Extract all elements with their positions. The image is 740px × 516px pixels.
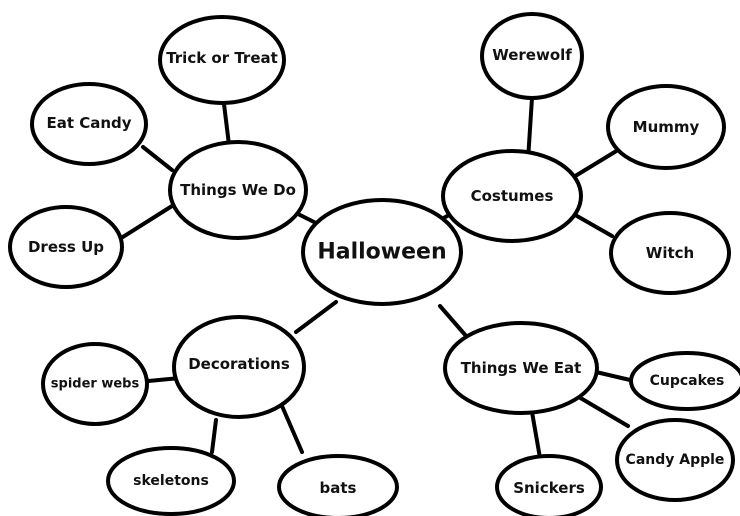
branch-costumes: [443, 151, 581, 241]
connector-mummy: [572, 150, 618, 178]
leaf-label: Candy Apple: [625, 452, 725, 468]
connector-snickers: [532, 412, 540, 458]
center-label: Halloween: [317, 239, 447, 265]
leaf-label: Snickers: [513, 479, 585, 497]
leaf-skeletons: [108, 448, 234, 514]
leaf-label: Dress Up: [27, 238, 105, 256]
branch-label: Costumes: [470, 187, 554, 205]
leaf-label: Witch: [645, 244, 695, 262]
connector-eat-candy: [143, 147, 172, 170]
leaf-dress-up: [10, 207, 122, 287]
leaf-werewolf: [482, 14, 582, 98]
leaf-label: spider webs: [50, 376, 140, 392]
connector-skeletons: [212, 420, 216, 452]
leaf-bats: [279, 456, 397, 516]
leaf-label: Trick or Treat: [166, 49, 278, 67]
leaf-snickers: [497, 456, 601, 516]
branch-label: Things We Do: [180, 181, 296, 199]
branch-things-we-do: [170, 142, 306, 238]
branch-decorations: [174, 317, 304, 417]
branch-label: Things We Eat: [460, 359, 582, 377]
leaf-cupcakes: [631, 353, 740, 409]
leaf-mummy: [608, 86, 724, 168]
branch-things-we-eat: [445, 323, 597, 413]
leaf-eat-candy: [32, 84, 146, 164]
leaf-label: bats: [319, 479, 357, 497]
connector-center-decorations: [296, 302, 336, 332]
leaf-label: Eat Candy: [46, 114, 132, 132]
leaf-label: Cupcakes: [649, 373, 725, 389]
leaf-candy-apple: [617, 420, 733, 500]
connector-cupcakes: [596, 372, 630, 380]
leaf-label: Werewolf: [492, 46, 572, 64]
leaf-spider-webs: [43, 344, 147, 424]
leaf-label: skeletons: [133, 473, 209, 489]
connector-bats: [282, 406, 302, 452]
leaf-label: Mummy: [632, 118, 700, 136]
leaf-trick-or-treat: [160, 17, 284, 103]
connector-center-things-we-eat: [440, 306, 467, 337]
center-node: [303, 200, 461, 304]
branch-label: Decorations: [188, 355, 290, 373]
connector-dress-up: [118, 206, 172, 240]
leaf-witch: [611, 213, 729, 293]
